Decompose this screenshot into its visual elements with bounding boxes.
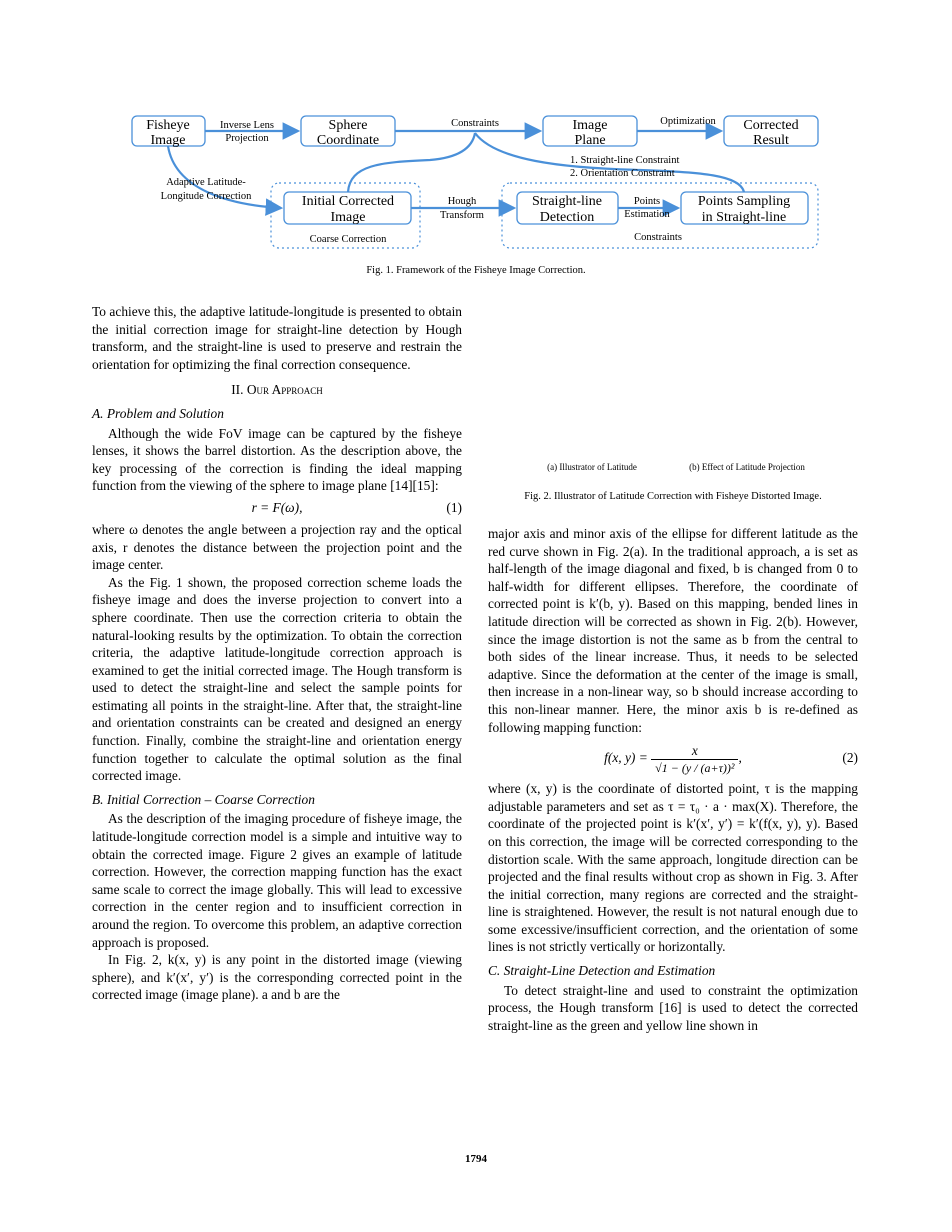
image-plane-box bbox=[543, 116, 637, 148]
label-estimation: Estimation bbox=[624, 209, 670, 220]
equation-2-number: (2) bbox=[842, 750, 858, 766]
paragraph-b2: In Fig. 2, k(x, y) is any point in the distorted image (viewing sphere), and k′(x′, y′) is the corresponding corrected point in the corrected image (image plane). a and b are the bbox=[92, 952, 462, 1003]
equation-2-lhs: f(x, y) = bbox=[604, 750, 648, 766]
label-optimization: Optimization bbox=[660, 116, 716, 127]
svg-text:Result: Result bbox=[753, 133, 789, 148]
label-constraints-bottom: Constraints bbox=[634, 232, 682, 243]
equation-2 bbox=[488, 736, 858, 780]
label-adaptive-2: Longitude Correction bbox=[160, 191, 252, 202]
svg-text:Image: Image bbox=[150, 133, 186, 148]
framework-diagram bbox=[0, 0, 952, 300]
svg-text:Initial Corrected: Initial Corrected bbox=[301, 194, 395, 209]
paragraph-a1: Although the wide FoV image can be captured by the fisheye lenses, it shows the barrel distortion. As the description above, the key processing of the correction is finding the ideal mapping function from the viewing of the sphere to image plane [14][15]: bbox=[92, 425, 462, 494]
svg-text:Plane: Plane bbox=[574, 133, 606, 148]
svg-text:Points Sampling: Points Sampling bbox=[697, 194, 791, 209]
paragraph-c1: To detect straight-line and used to constraint the optimization process, the Hough transform [16] is used to detect the corrected straight-line as the green and yellow line shown in bbox=[488, 982, 858, 1033]
page-number: 1794 bbox=[465, 1153, 487, 1165]
svg-text:Detection: Detection bbox=[539, 210, 595, 225]
label-inverse-lens: Inverse Lens bbox=[220, 120, 274, 131]
equation-1-number: (1) bbox=[446, 499, 462, 515]
label-coarse-correction: Coarse Correction bbox=[309, 234, 387, 245]
figure2-caption: Fig. 2. Illustrator of Latitude Correction with Fisheye Distorted Image. bbox=[524, 491, 822, 502]
paragraph-a2: where ω denotes the angle between a projection ray and the optical axis, r denotes the distance between the projection point and the image center. bbox=[92, 521, 462, 573]
subsection-c-heading: C. Straight-Line Detection and Estimation bbox=[488, 963, 716, 979]
svg-text:Image: Image bbox=[330, 210, 366, 225]
straight-line-detection-box bbox=[517, 192, 618, 225]
subsection-a-heading: A. Problem and Solution bbox=[92, 405, 224, 421]
fisheye-image-box bbox=[132, 116, 205, 148]
equation-2-numerator: x bbox=[651, 743, 738, 760]
svg-text:Straight-line: Straight-line bbox=[532, 194, 602, 209]
svg-text:Fisheye: Fisheye bbox=[146, 118, 190, 133]
label-transform: Transform bbox=[440, 210, 484, 221]
label-adaptive-1: Adaptive Latitude- bbox=[166, 177, 246, 188]
paragraph-r2: where (x, y) is the coordinate of distorted point, τ is the mapping adjustable parameters and set as τ = τ₀ · a · max(X). Therefore, the coordinate of the projected point is k′(x′, y′) = k′(f(x, y), y). Based on this correction, the image will be corrected corresponding to the distortion scale. With the same approach, longitude direction can be projected and the final results without crop as shown in Fig. 3. After the initial correction, many regions are corrected and the straight-line is straightened. However, the result is not natural enough due to some excessive/insufficient correction, and the orientation of some lines is not strictly vertically or horizontally. bbox=[488, 781, 858, 955]
svg-text:Coordinate: Coordinate bbox=[316, 133, 380, 148]
corrected-result-box bbox=[724, 116, 818, 148]
equation-1-body: r = F(ω), bbox=[251, 499, 303, 515]
label-projection: Projection bbox=[225, 133, 269, 144]
sphere-coordinate-box bbox=[301, 116, 395, 148]
label-orientation-constraint: 2. Orientation Constraint bbox=[570, 168, 675, 179]
equation-1 bbox=[92, 495, 462, 521]
equation-2-comma: , bbox=[738, 750, 742, 766]
initial-corrected-image-box bbox=[284, 192, 411, 225]
paragraph-a3: As the Fig. 1 shown, the proposed correction scheme loads the fisheye image and does the inverse projection to convert into a sphere coordinate. Then use the correction criteria to obtain the natural-looking results by the optimization. To obtain the correction criteria, the adaptive latitude-longitude correction approach is examined to get the initial corrected image. The Hough transform is used to detect the straight-line and select the sample points for estimating all points in the straight-line. After that, the straight-line and orientation constraints can be created and designed an energy function. Finally, combine the straight-line and orientation energy function together to calculate the optimal solution as the final corrected image. bbox=[92, 574, 462, 784]
equation-2-fraction bbox=[651, 743, 738, 776]
figure2-subcaption-a: (a) Illustrator of Latitude bbox=[547, 462, 637, 472]
left-column bbox=[92, 303, 462, 1004]
svg-text:Sphere: Sphere bbox=[328, 118, 368, 133]
svg-text:Image: Image bbox=[572, 118, 608, 133]
svg-text:Corrected: Corrected bbox=[743, 118, 799, 133]
paragraph-r1: major axis and minor axis of the ellipse for different latitude as the red curve shown in Fig. 2(a). In the traditional approach, a is set as half-length of the image diagonal and fixed, b is changed from 0 to half-width for different ellipses. Therefore, the coordinate of corrected point is k′(b, y). Based on this mapping, bended lines in latitude direction will be corrected as shown in Fig. 2(b). However, since the image distortion is not the same as b from the central to both sides of the linear increase. Thus, it needs to be selected adaptive. Since the deformation at the center of the image is small, then increase in a non-linear way, so b should increase according to this non-linear manner. Here, the minor axis b is re-defined as following mapping function: bbox=[488, 526, 858, 735]
points-sampling-box bbox=[681, 192, 808, 225]
section-heading: II. Our Approach bbox=[231, 382, 323, 398]
label-constraints-top: Constraints bbox=[451, 118, 499, 129]
intro-paragraph: To achieve this, the adaptive latitude-longitude is presented to obtain the initial correction image for straight-line detection by Hough transform, and the straight-line is used to preserve and restrain the orientation for optimizing the final correction consequence. bbox=[92, 304, 462, 372]
label-hough: Hough bbox=[447, 196, 477, 207]
equation-2-denominator: √1 − (y / (a+τ))² bbox=[655, 760, 735, 775]
figure1-caption: Fig. 1. Framework of the Fisheye Image Correction. bbox=[366, 265, 586, 276]
figure2-subcaption-b: (b) Effect of Latitude Projection bbox=[689, 462, 805, 472]
subsection-b-heading: B. Initial Correction – Coarse Correction bbox=[92, 791, 315, 807]
paragraph-b1: As the description of the imaging procedure of fisheye image, the latitude-longitude correction model is a simple and intuitive way to obtain the corrected image. Figure 2 gives an example of latitude correction. However, the correction mapping function has the exact same scale to correct the image globally. This will lead to excessive correction in the center region and to insufficient correction in around the region. To overcome this problem, an adaptive correction approach is proposed. bbox=[92, 811, 462, 950]
svg-text:in Straight-line: in Straight-line bbox=[701, 210, 787, 225]
label-points: Points bbox=[633, 196, 661, 207]
label-straight-constraint: 1. Straight-line Constraint bbox=[570, 155, 680, 166]
right-column bbox=[488, 525, 858, 1034]
